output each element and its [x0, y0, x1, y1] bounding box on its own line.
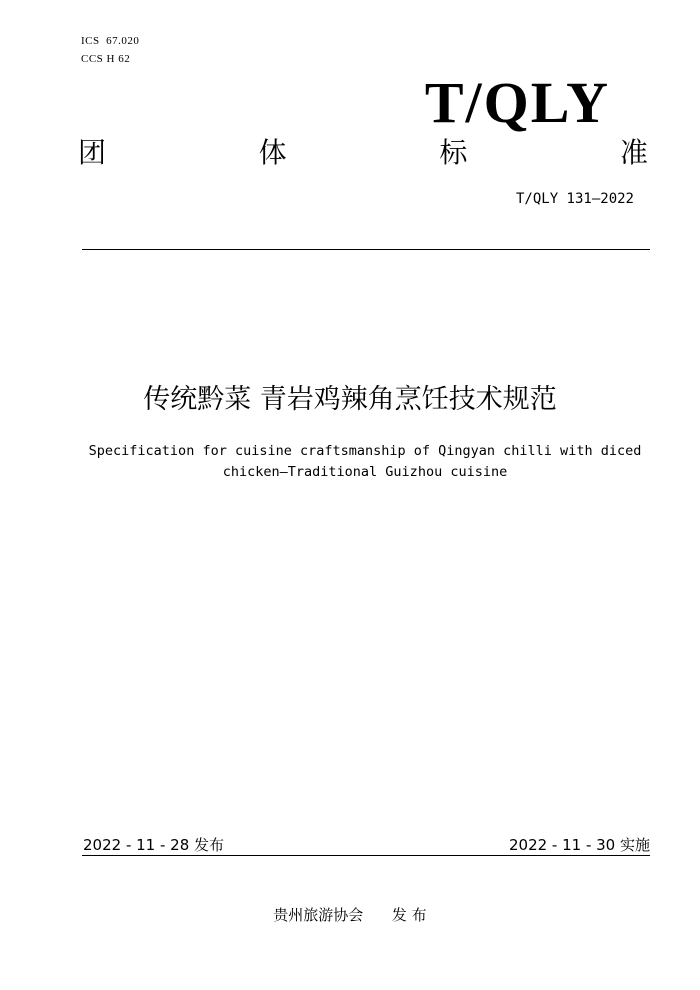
standard-logo: T/QLY	[424, 70, 610, 135]
top-divider	[82, 249, 650, 250]
standard-type-char: 团	[78, 136, 107, 169]
standard-type-char: 准	[619, 136, 648, 169]
issue-date: 2022 - 11 - 28 发布	[83, 836, 225, 854]
english-title-line: chicken—Traditional Guizhou cuisine	[222, 464, 508, 480]
ics-code: ICS 67.020	[81, 35, 140, 47]
standard-type-char: 标	[439, 136, 468, 169]
publisher: 贵州旅游协会 发 布	[273, 906, 427, 924]
bottom-divider	[82, 855, 650, 856]
ccs-code: CCS H 62	[81, 53, 131, 65]
standard-number: T/QLY 131—2022	[515, 191, 634, 207]
standard-type-heading	[78, 133, 648, 173]
chinese-title: 传统黔菜 青岩鸡辣角烹饪技术规范	[143, 384, 557, 415]
english-title-line: Specification for cuisine craftsmanship of Qingyan chilli with diced	[88, 443, 642, 459]
standard-type-char: 体	[258, 136, 287, 169]
implementation-date: 2022 - 11 - 30 实施	[508, 836, 650, 854]
english-title	[70, 441, 660, 483]
